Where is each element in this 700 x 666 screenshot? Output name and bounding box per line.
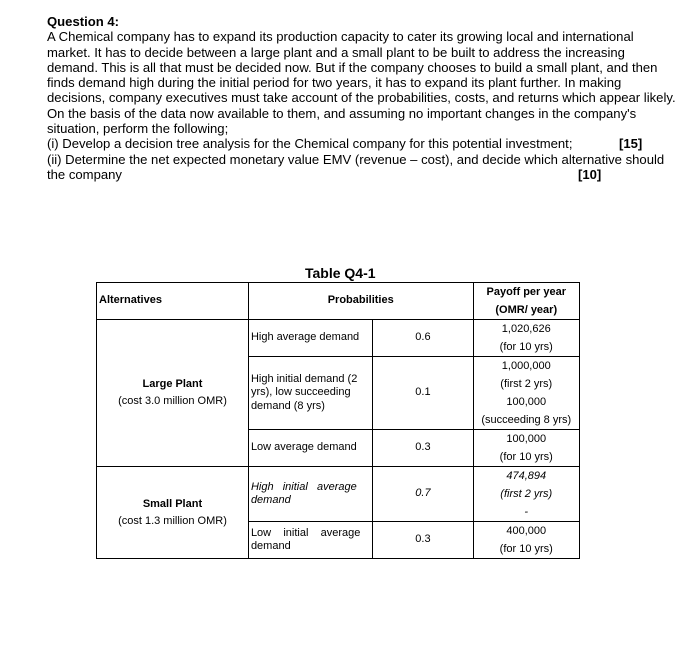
scenario-description: High average demand (248, 320, 372, 357)
table-row (97, 320, 580, 357)
alternative-name: Large Plant (142, 378, 203, 390)
payoff-table (96, 282, 580, 559)
payoff-value: 400,000 (for 10 yrs) (473, 522, 579, 559)
scenario-description: High initial average demand (248, 467, 372, 522)
question-part-i: (i) Develop a decision tree analysis for the Chemical company for this potential investment; (47, 136, 573, 152)
payoff-value: 1,000,000 (first 2 yrs) 100,000 (succeeding 8 yrs) (473, 357, 579, 430)
alternative-name: Small Plant (142, 497, 203, 510)
question-line: On the basis of the data now available to them, and assuming no important changes in the company's (47, 105, 637, 121)
question-part-ii: (ii) Determine the net expected monetary value EMV (revenue – cost), and decide which alternative should (47, 151, 665, 167)
scenario-description: Low initial average demand (248, 522, 372, 559)
question-line: market. It has to decide between a large plant and a small plant to be built to address the increasing (47, 44, 625, 60)
table-title: Table Q4-1 (305, 265, 376, 281)
alternative-cost: (cost 1.3 million OMR) (118, 514, 227, 527)
question-line: demand. This is all that must be decided now. But if the company chooses to build a small plant, and then (47, 59, 658, 75)
probability-value: 0.7 (373, 467, 473, 522)
payoff-value: 474,894 (first 2 yrs) - (473, 467, 579, 522)
alternative-large-plant (97, 320, 249, 467)
header-payoff (473, 283, 579, 320)
probability-value: 0.3 (373, 430, 473, 467)
question-line: situation, perform the following; (47, 121, 229, 137)
probability-value: 0.6 (373, 320, 473, 357)
scenario-description: High initial demand (2 yrs), low succeeding demand (8 yrs) (248, 357, 372, 430)
scenario-description: Low average demand (248, 430, 372, 467)
probability-value: 0.1 (373, 357, 473, 430)
payoff-value: 100,000 (for 10 yrs) (473, 430, 579, 467)
payoff-value: 1,020,626 (for 10 yrs) (473, 320, 579, 357)
question-block (47, 14, 692, 182)
alternative-small-plant (97, 467, 249, 559)
question-line: A Chemical company has to expand its production capacity to cater its growing local and international (47, 29, 634, 45)
alternative-cost: (cost 3.0 million OMR) (118, 395, 227, 407)
header-payoff-line2: (OMR/ year) (495, 304, 558, 316)
probability-value: 0.3 (373, 522, 473, 559)
table-row (97, 467, 580, 522)
question-line: decisions, company executives must take account of the probabilities, costs, and returns which appear likely. (47, 90, 676, 106)
header-probabilities: Probabilities (248, 283, 473, 320)
marks-part-i: [15] (619, 136, 643, 152)
marks-part-ii: [10] (578, 166, 602, 182)
question-part-ii-end: the company (47, 166, 122, 182)
header-alternatives: Alternatives (97, 283, 249, 320)
question-line: finds demand high during the initial period for two years, it has to expand its plant further. In making (47, 75, 622, 91)
header-payoff-line1: Payoff per year (486, 286, 566, 298)
table-header-row (97, 283, 580, 320)
question-title: Question 4: (47, 14, 120, 29)
